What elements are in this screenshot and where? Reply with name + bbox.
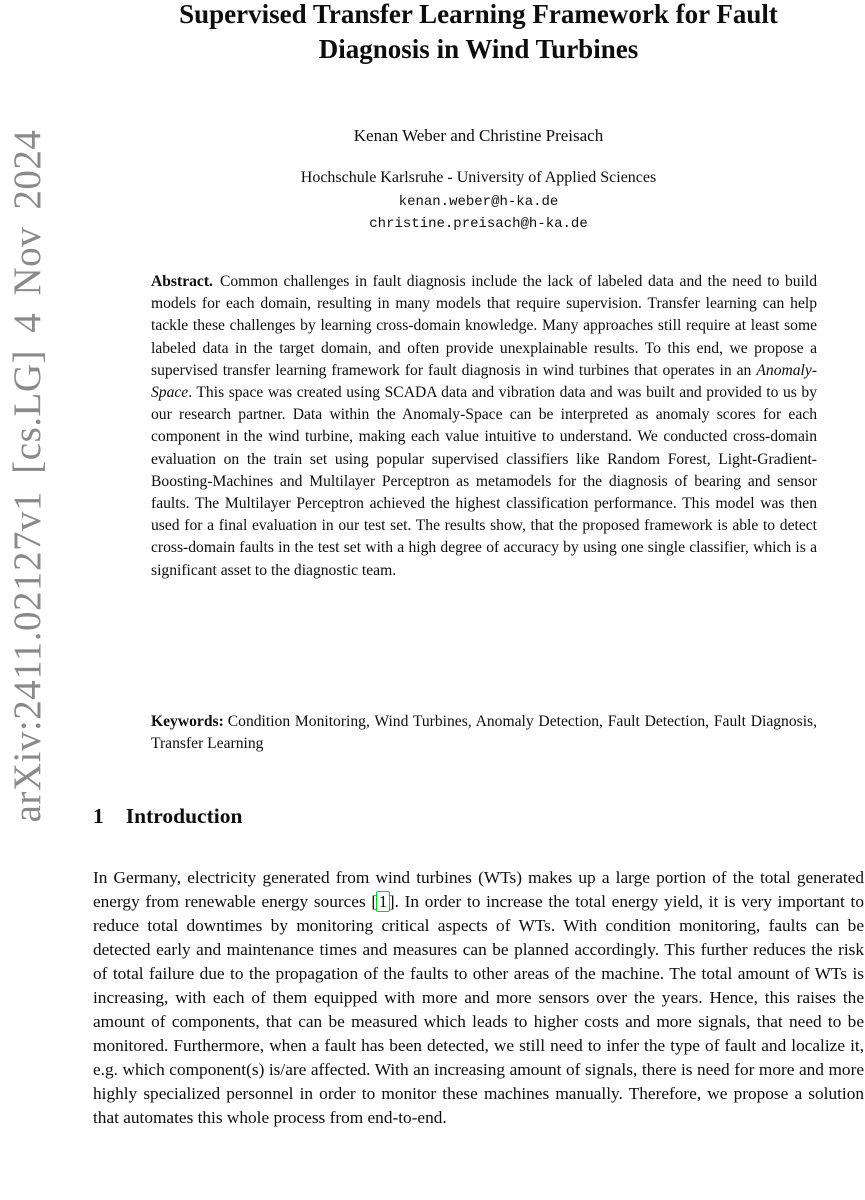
keywords-text: Condition Monitoring, Wind Turbines, Anomaly Detection, Fault Detection, Fault Diagnosis, Transfer Learning [151,713,817,753]
citation-link-1[interactable]: 1 [376,891,390,912]
abstract-italic-term: Anomaly-Space [151,361,817,402]
section-heading-introduction [93,801,242,831]
email-author-2: christine.preisach@h-ka.de [369,216,588,232]
keywords-label: Keywords: [151,713,224,730]
abstract-text-after-italic: . This space was created using SCADA data and vibration data and was built and provided to us by our research partner. Data within the Anomaly-Space can be interpreted as anomaly scores for each component in the wind turbine, making each value intuitive to understand. We conducted cross-domain evaluation on the train set using popular supervised classifiers like Random Forest, Light-Gradient-Boosting-Machines and Multilayer Perceptron as metamodels for the diagnosis of bearing and sensor faults. The Multilayer Perceptron achieved the highest classification performance. This model was then used for a final evaluation in our test set. The results show, that the proposed framework is able to detect cross-domain faults in the test set with a high degree of accuracy by using one single classifier, which is a significant asset to the diagnostic team. [151,384,817,579]
affiliation-line: Hochschule Karlsruhe - University of Applied Sciences [300,169,657,186]
email-author-1: kenan.weber@h-ka.de [398,194,559,210]
abstract-label: Abstract. [151,273,213,290]
section-title: Introduction [125,804,243,828]
citation-bracket-open: [ [371,892,378,911]
abstract-text-before-italic: Common challenges in fault diagnosis include the lack of labeled data and the need to build models for each domain, resulting in many models that require supervision. Transfer learning can help tackle these challenges by learning cross-domain knowledge. Many approaches still require at least some labeled data in the target domain, and often provide unexplainable results. To this end, we propose a supervised transfer learning framework for fault diagnosis in wind turbines that operates in an [151,273,817,379]
section-number: 1 [93,804,104,828]
citation-bracket-close: ] [388,892,395,911]
paper-title-line-1: Supervised Transfer Learning Framework for Fault [179,0,778,29]
paper-title [93,0,864,67]
intro-text-after-cite: . In order to increase the total energy yield, it is very important to reduce total downtimes by monitoring critical aspects of WTs. With condition monitoring, faults can be detected early and maintenance times and measures can be planned accordingly. This further reduces the risk of total failure due to the propagation of the faults to other areas of the machine. The total amount of WTs is increasing, with each of them equipped with more and more sensors over the years. Hence, this raises the amount of components, that can be measured which leads to higher costs and more signals, that need to be monitored. Furthermore, when a fault has been detected, we still need to infer the type of fault and localize it, e.g. which component(s) is/are affected. With an increasing amount of signals, there is need for more and more highly specialized personnel in order to monitor these machines manually. Therefore, we propose a solution that automates this whole process from end-to-end. [93,892,865,1127]
authors-line: Kenan Weber and Christine Preisach [353,126,604,145]
keywords-paragraph [151,711,817,755]
abstract-paragraph [151,271,817,582]
paper-title-line-2: Diagnosis in Wind Turbines [318,34,639,64]
intro-paragraph [93,866,864,1130]
intro-text-before-cite: In Germany, electricity generated from wind turbines (WTs) makes up a large portion of the total generated energy from renewable energy sources [93,868,864,911]
arxiv-watermark: arXiv:2411.02127v1 [cs.LG] 4 Nov 2024 [6,129,49,823]
